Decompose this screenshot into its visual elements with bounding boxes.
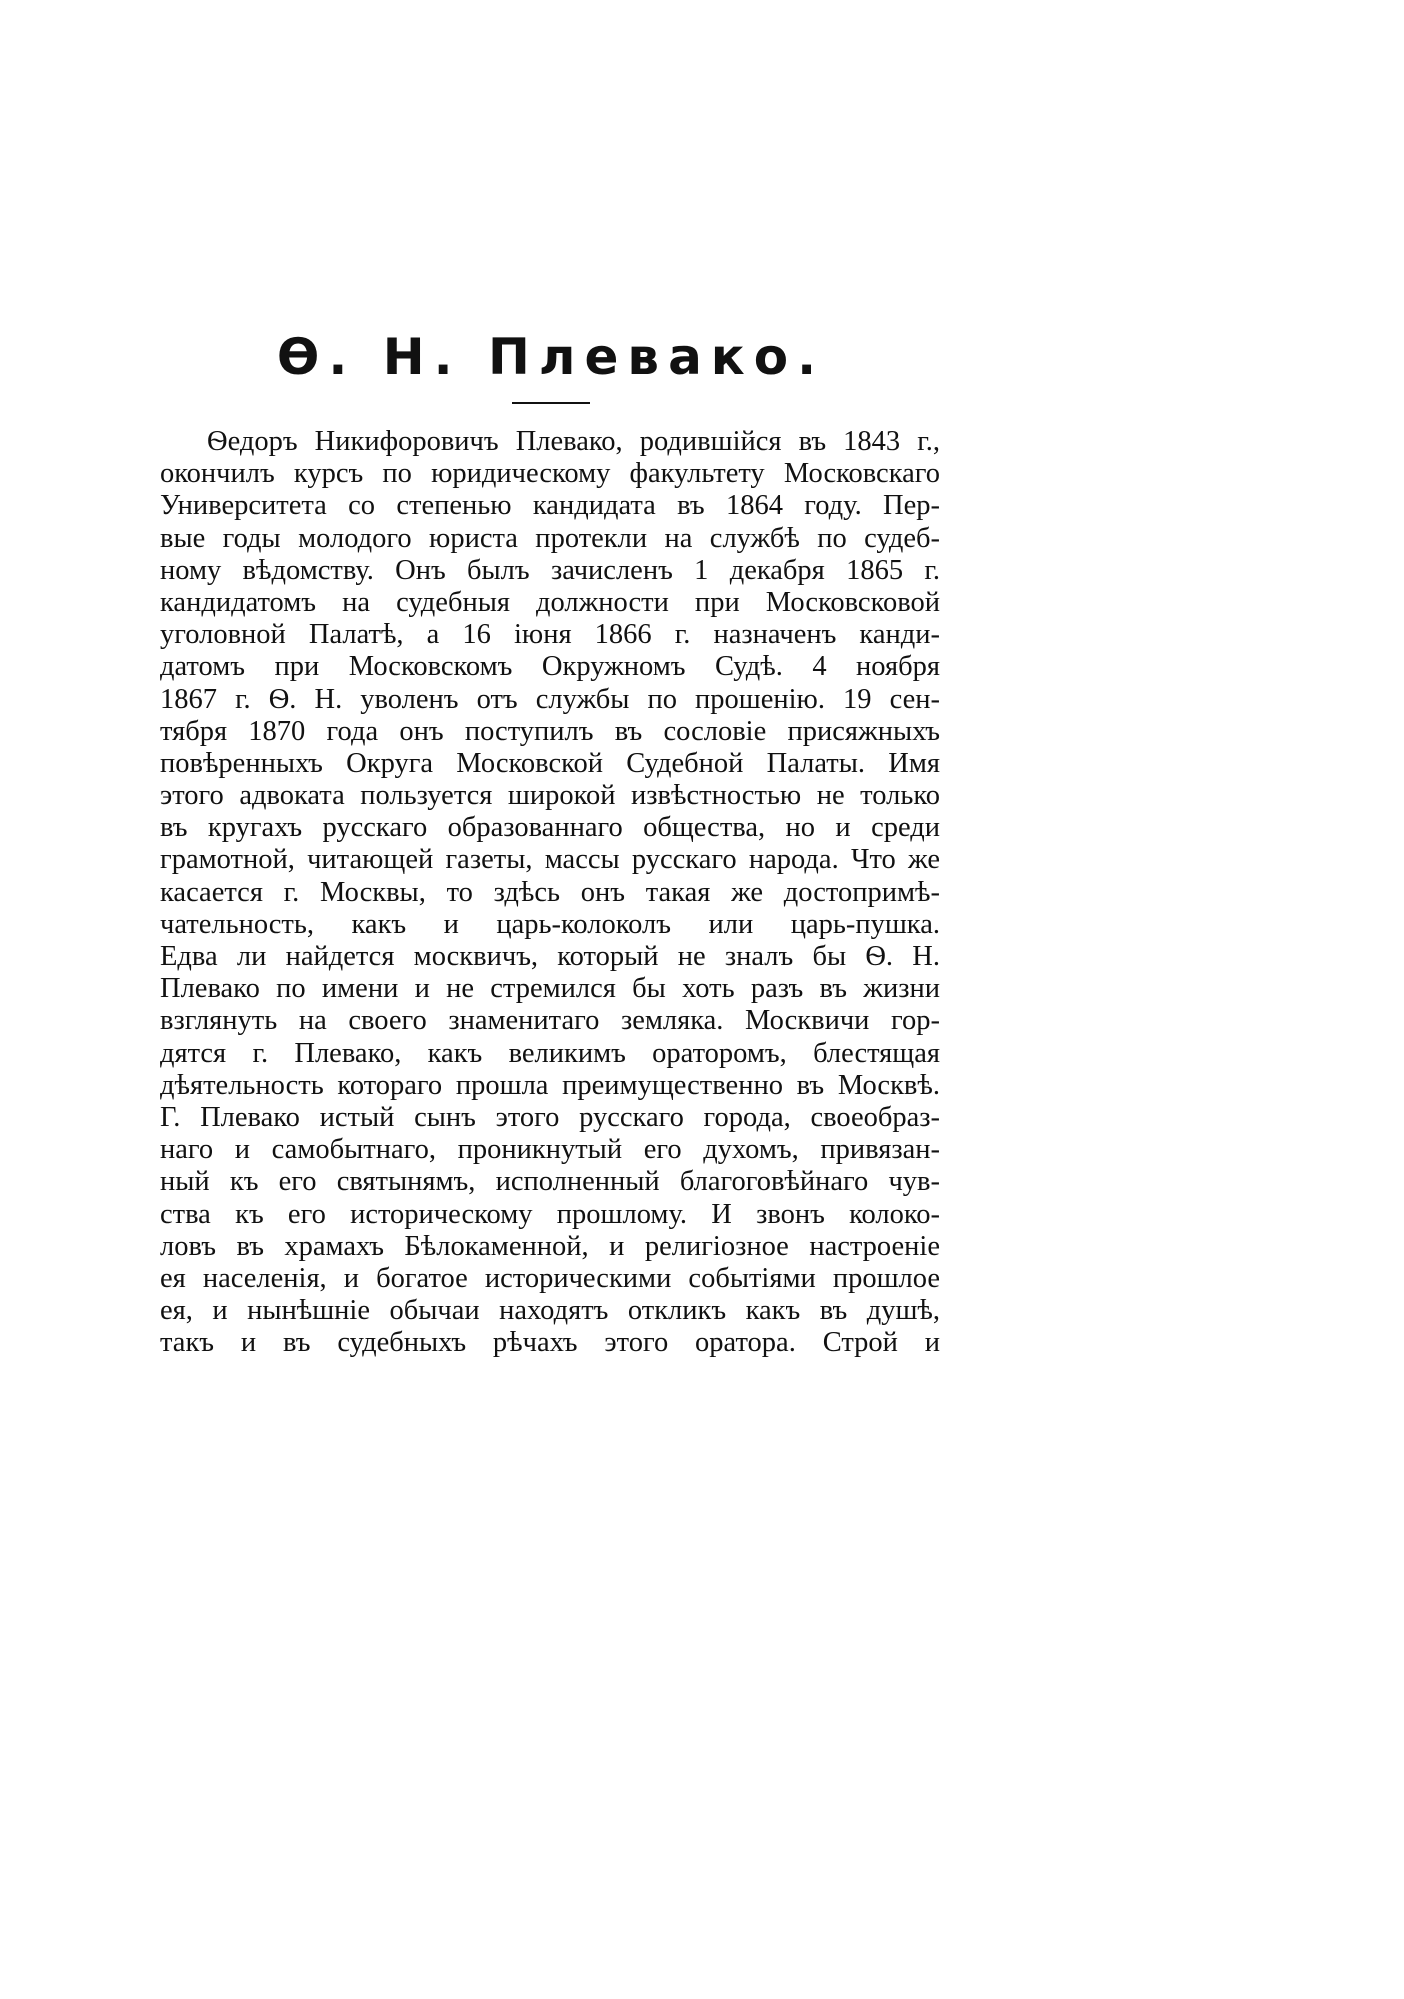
text-line: уголовной Палатѣ, а 16 іюня 1866 г. назначенъ канди- [160,619,940,651]
text-line: окончилъ курсъ по юридическому факультету Московскаго [160,458,940,490]
text-line: Ѳедоръ Никифоровичъ Плевако, родившійся въ 1843 г., [207,426,940,457]
text-line: датомъ при Московскомъ Окружномъ Судѣ. 4 ноября [160,651,940,683]
text-line: ному вѣдомству. Онъ былъ зачисленъ 1 декабря 1865 г. [160,554,940,586]
text-line: Университета со степенью кандидата въ 1864 году. Пер- [160,490,940,522]
text-line: кандидатомъ на судебныя должности при Московсковой [160,586,940,618]
text-line: чательность, какъ и царь-колоколъ или царь-пушка. [160,908,940,940]
text-line: дѣятельность котораго прошла преимущественно въ Москвѣ. [160,1069,940,1101]
title-divider [512,402,590,404]
text-line: дятся г. Плевако, какъ великимъ ораторомъ, блестящая [160,1037,940,1069]
text-line: этого адвоката пользуется широкой извѣстностью не только [160,780,940,812]
text-line: тября 1870 года онъ поступилъ въ сословіе присяжныхъ [160,715,940,747]
text-line: Г. Плевако истый сынъ этого русскаго города, своеобраз- [160,1101,940,1133]
text-line: вые годы молодого юриста протекли на службѣ по судеб- [160,522,940,554]
text-line: такъ и въ судебныхъ рѣчахъ этого оратора. Строй и [160,1327,940,1359]
text-line: грамотной, читающей газеты, массы русскаго народа. Что же [160,844,940,876]
text-line: наго и самобытнаго, проникнутый его духомъ, привязан- [160,1134,940,1166]
text-line: ея, и нынѣшніе обычаи находятъ откликъ какъ въ душѣ, [160,1295,940,1327]
page-title: Ѳ. Н. Плевако. [276,328,826,386]
text-line: повѣренныхъ Округа Московской Судебной Палаты. Имя [160,747,940,779]
text-line: ловъ въ храмахъ Бѣлокаменной, и религіозное настроеніе [160,1230,940,1262]
text-line: взглянуть на своего знаменитаго земляка. Москвичи гор- [160,1005,940,1037]
body-paragraph [160,426,940,1359]
text-line: ея населенія, и богатое историческими событіями прошлое [160,1262,940,1294]
text-line: Плевако по имени и не стремился бы хоть разъ въ жизни [160,973,940,1005]
text-line: касается г. Москвы, то здѣсь онъ такая же достопримѣ- [160,876,940,908]
text-line: ный къ его святынямъ, исполненный благоговѣйнаго чув- [160,1166,940,1198]
text-line: ства къ его историческому прошлому. И звонъ колоко- [160,1198,940,1230]
text-line: 1867 г. Ѳ. Н. уволенъ отъ службы по прошенію. 19 сен- [160,683,940,715]
text-line: Едва ли найдется москвичъ, который не зналъ бы Ѳ. Н. [160,941,940,972]
text-line: въ кругахъ русскаго образованнаго общества, но и среди [160,812,940,844]
